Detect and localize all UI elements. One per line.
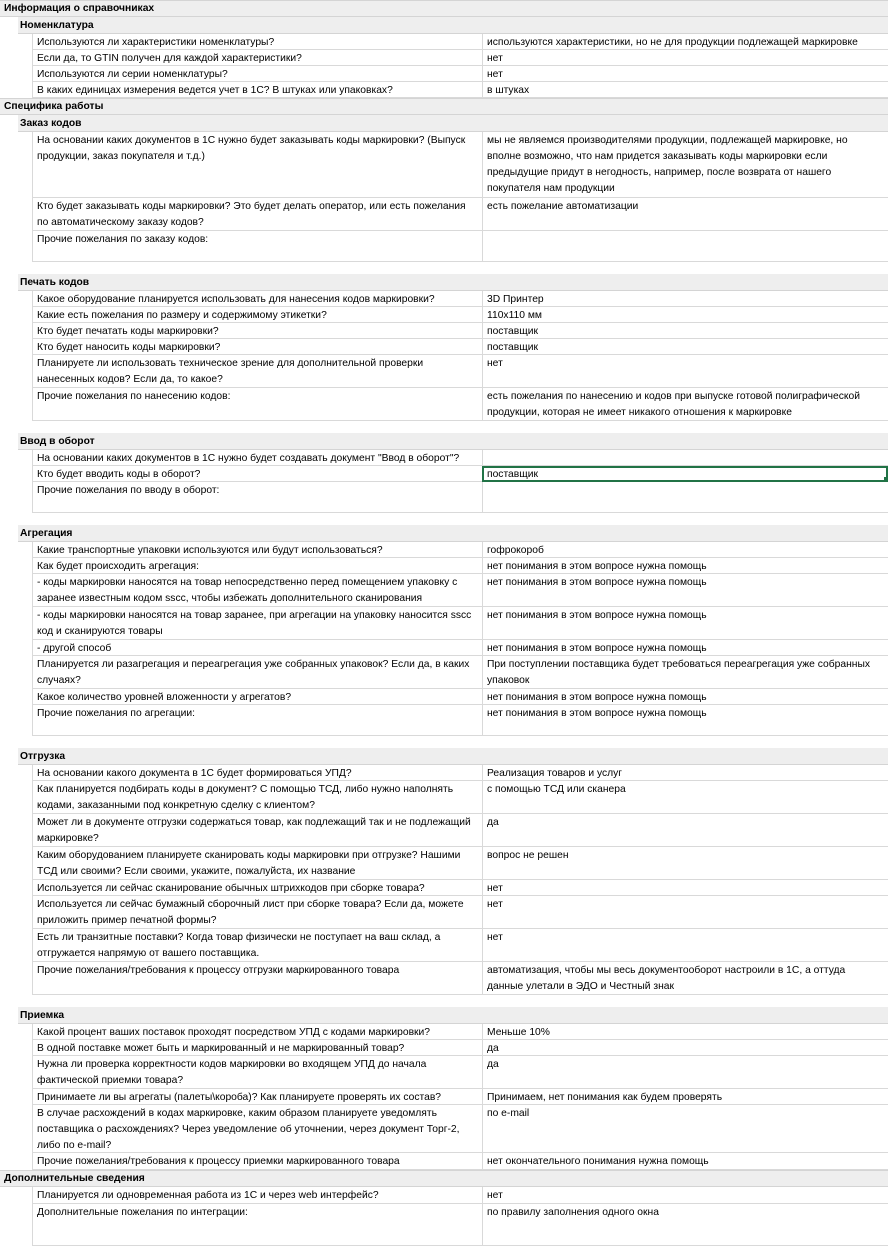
subsection-title: Отгрузка: [20, 751, 66, 762]
answer-cell[interactable]: по правилу заполнения одного окна: [482, 1204, 888, 1246]
question-cell[interactable]: Кто будет вводить коды в оборот?: [32, 466, 482, 482]
question-row: [0, 307, 888, 323]
question-row: [0, 388, 888, 421]
question-row: [0, 132, 888, 198]
question-row: [0, 355, 888, 388]
answer-cell[interactable]: да: [482, 1040, 888, 1056]
question-row: [0, 339, 888, 355]
answer-cell[interactable]: используются характеристики, но не для продукции подлежащей маркировке: [482, 34, 888, 50]
answer-cell[interactable]: поставщик: [482, 339, 888, 355]
question-row: [0, 1187, 888, 1204]
answer-cell[interactable]: Принимаем, нет понимания как будем проверять: [482, 1089, 888, 1105]
question-row: [0, 765, 888, 781]
question-cell[interactable]: Какое оборудование планируется использовать для нанесения кодов маркировки?: [32, 291, 482, 307]
question-row: [0, 231, 888, 262]
question-row: [0, 542, 888, 558]
answer-cell[interactable]: есть пожелания по нанесению и кодов при выпуске готовой полиграфической продукции, которая не имеет никакого отношения к маркировке: [482, 388, 888, 421]
question-cell[interactable]: На основании какого документа в 1С будет формироваться УПД?: [32, 765, 482, 781]
subsection-header[interactable]: [0, 433, 888, 450]
subsection-fill: [18, 115, 888, 132]
question-cell[interactable]: - коды маркировки наносятся на товар заранее, при агрегации на упаковку наносится sscc код и сканируются товары: [32, 607, 482, 640]
answer-cell[interactable]: нет: [482, 880, 888, 896]
answer-cell[interactable]: да: [482, 814, 888, 847]
answer-cell[interactable]: поставщик: [482, 323, 888, 339]
question-row: [0, 880, 888, 896]
section-header[interactable]: [0, 98, 888, 115]
subsection-header[interactable]: [0, 274, 888, 291]
question-cell[interactable]: Используются ли характеристики номенклатуры?: [32, 34, 482, 50]
question-cell[interactable]: Прочие пожелания по нанесению кодов:: [32, 388, 482, 421]
question-row: [0, 929, 888, 962]
question-cell[interactable]: Как планируется подбирать коды в документ? С помощью ТСД, либо нужно наполнять кодами, заказанными под конкретную сделку с клиентом?: [32, 781, 482, 814]
question-cell[interactable]: Планируете ли использовать техническое зрение для дополнительной проверки нанесенных кодов? Если да, то какое?: [32, 355, 482, 388]
question-row: [0, 1056, 888, 1089]
question-cell[interactable]: - коды маркировки наносятся на товар непосредственно перед помещением упаковку с заранее известным кодом sscc, чтобы избежать дополнительного сканирования: [32, 574, 482, 607]
question-row: [0, 1153, 888, 1170]
subsection-fill: [18, 17, 888, 34]
question-row: [0, 450, 888, 466]
answer-cell[interactable]: нет понимания в этом вопросе нужна помощь: [482, 607, 888, 640]
subsection-title: Заказ кодов: [20, 118, 82, 129]
spacer-row: [0, 262, 888, 274]
subsection-header[interactable]: [0, 115, 888, 132]
question-cell[interactable]: Используются ли серии номенклатуры?: [32, 66, 482, 82]
subsection-fill: [18, 748, 888, 765]
answer-cell[interactable]: гофрокороб: [482, 542, 888, 558]
question-cell[interactable]: Какое количество уровней вложенности у агрегатов?: [32, 689, 482, 705]
answer-cell[interactable]: Реализация товаров и услуг: [482, 765, 888, 781]
section-title: Дополнительные сведения: [4, 1173, 145, 1184]
answer-cell[interactable]: нет понимания в этом вопросе нужна помощь: [482, 558, 888, 574]
question-cell[interactable]: Используется ли сейчас сканирование обычных штрихкодов при сборке товара?: [32, 880, 482, 896]
subsection-header[interactable]: [0, 17, 888, 34]
spacer-row: [0, 421, 888, 433]
answer-cell[interactable]: Меньше 10%: [482, 1024, 888, 1040]
question-row: [0, 82, 888, 98]
question-cell[interactable]: Планируется ли одновременная работа из 1С и через web интерфейс?: [32, 1187, 482, 1204]
answer-cell[interactable]: мы не являемся производителями продукции, подлежащей маркировке, но вполне возможно, что нам придется заказывать коды маркировки если предыдущие придут в негодность, например, после возврата от нашего покупателя нам продукции: [482, 132, 888, 198]
question-cell[interactable]: Планируется ли разагрегация и переагрегация уже собранных упаковок? Если да, в каких случаях?: [32, 656, 482, 689]
subsection-fill: [18, 525, 888, 542]
question-row: [0, 962, 888, 995]
question-cell[interactable]: В случае расхождений в кодах маркировке, каким образом планируете уведомлять поставщика о расхождениях? Через уведомление об уточнении, через документ Торг-2, либо по e-mail?: [32, 1105, 482, 1153]
answer-cell[interactable]: нет понимания в этом вопросе нужна помощь: [482, 689, 888, 705]
question-row: [0, 689, 888, 705]
subsection-title: Номенклатура: [20, 20, 94, 31]
question-row: [0, 1040, 888, 1056]
question-row: [0, 814, 888, 847]
question-cell[interactable]: Прочие пожелания по вводу в оборот:: [32, 482, 482, 513]
question-cell[interactable]: Используется ли сейчас бумажный сборочный лист при сборке товара? Если да, можете приложить пример печатной формы?: [32, 896, 482, 929]
question-cell[interactable]: В каких единицах измерения ведется учет в 1С? В штуках или упаковках?: [32, 82, 482, 98]
question-cell[interactable]: Может ли в документе отгрузки содержаться товар, как подлежащий так и не подлежащий маркировке?: [32, 814, 482, 847]
question-cell[interactable]: В одной поставке может быть и маркированный и не маркированный товар?: [32, 1040, 482, 1056]
answer-cell[interactable]: [482, 482, 888, 513]
question-row: [0, 1204, 888, 1246]
spacer-row: [0, 736, 888, 748]
section-header[interactable]: [0, 0, 888, 17]
answer-cell[interactable]: нет: [482, 355, 888, 388]
answer-cell[interactable]: нет понимания в этом вопросе нужна помощь: [482, 705, 888, 736]
section-header[interactable]: [0, 1170, 888, 1187]
answer-cell[interactable]: по e-mail: [482, 1105, 888, 1153]
question-cell[interactable]: Дополнительные пожелания по интеграции:: [32, 1204, 482, 1246]
question-row: [0, 574, 888, 607]
answer-cell-selected[interactable]: поставщик: [482, 466, 888, 482]
question-cell[interactable]: - другой способ: [32, 640, 482, 656]
question-cell[interactable]: Принимаете ли вы агрегаты (палеты\короба)? Как планируете проверять их состав?: [32, 1089, 482, 1105]
answer-cell[interactable]: 110х110 мм: [482, 307, 888, 323]
question-row: [0, 482, 888, 513]
question-row: [0, 781, 888, 814]
question-row: [0, 66, 888, 82]
question-row: [0, 323, 888, 339]
answer-cell[interactable]: [482, 231, 888, 262]
answer-cell[interactable]: автоматизация, чтобы мы весь документооборот настроили в 1С, а оттуда данные улетали в ЭДО и Честный знак: [482, 962, 888, 995]
question-row: [0, 705, 888, 736]
spacer-row: [0, 995, 888, 1007]
question-row: [0, 466, 888, 482]
answer-cell[interactable]: нет окончательного понимания нужна помощь: [482, 1153, 888, 1170]
question-cell[interactable]: Кто будет печатать коды маркировки?: [32, 323, 482, 339]
question-row: [0, 656, 888, 689]
question-row: [0, 198, 888, 231]
section-title: Информация о справочниках: [4, 3, 155, 14]
subsection-title: Агрегация: [20, 528, 73, 539]
question-cell[interactable]: Прочие пожелания/требования к процессу приемки маркированного товара: [32, 1153, 482, 1170]
section-title: Специфика работы: [4, 101, 104, 112]
answer-cell[interactable]: нет: [482, 929, 888, 962]
question-row: [0, 607, 888, 640]
subsection-header[interactable]: [0, 525, 888, 542]
answer-cell[interactable]: нет понимания в этом вопросе нужна помощь: [482, 574, 888, 607]
answer-cell[interactable]: [482, 450, 888, 466]
subsection-header[interactable]: [0, 1007, 888, 1024]
question-cell[interactable]: Кто будет заказывать коды маркировки? Это будет делать оператор, или есть пожелания по автоматическому заказу кодов?: [32, 198, 482, 231]
question-row: [0, 1024, 888, 1040]
question-cell[interactable]: Прочие пожелания по агрегации:: [32, 705, 482, 736]
question-cell[interactable]: Какие транспортные упаковки используются или будут использоваться?: [32, 542, 482, 558]
subsection-header[interactable]: [0, 748, 888, 765]
question-cell[interactable]: На основании каких документов в 1С нужно будет заказывать коды маркировки? (Выпуск продукции, заказ покупателя и т.д.): [32, 132, 482, 198]
question-cell[interactable]: Нужна ли проверка корректности кодов маркировки во входящем УПД до начала фактической приемки товара?: [32, 1056, 482, 1089]
answer-cell[interactable]: 3D Принтер: [482, 291, 888, 307]
subsection-fill: [18, 274, 888, 291]
question-row: [0, 291, 888, 307]
answer-cell[interactable]: нет: [482, 896, 888, 929]
question-row: [0, 34, 888, 50]
answer-cell[interactable]: При поступлении поставщика будет требоваться переагрегация уже собранных упаковок: [482, 656, 888, 689]
question-cell[interactable]: Есть ли транзитные поставки? Когда товар физически не поступает на ваш склад, а отгружается напрямую от вашего поставщика.: [32, 929, 482, 962]
question-cell[interactable]: Какой процент ваших поставок проходят посредством УПД с кодами маркировки?: [32, 1024, 482, 1040]
question-row: [0, 847, 888, 880]
question-cell[interactable]: Какие есть пожелания по размеру и содержимому этикетки?: [32, 307, 482, 323]
question-cell[interactable]: Прочие пожелания по заказу кодов:: [32, 231, 482, 262]
question-cell[interactable]: Если да, то GTIN получен для каждой характеристики?: [32, 50, 482, 66]
question-cell[interactable]: Как будет происходить агрегация:: [32, 558, 482, 574]
answer-cell[interactable]: с помощью ТСД или сканера: [482, 781, 888, 814]
question-row: [0, 896, 888, 929]
question-cell[interactable]: Прочие пожелания/требования к процессу отгрузки маркированного товара: [32, 962, 482, 995]
spacer-row: [0, 513, 888, 525]
question-cell[interactable]: На основании каких документов в 1С нужно будет создавать документ "Ввод в оборот"?: [32, 450, 482, 466]
question-row: [0, 1089, 888, 1105]
answer-cell[interactable]: нет понимания в этом вопросе нужна помощь: [482, 640, 888, 656]
subsection-fill: [18, 1007, 888, 1024]
answer-cell[interactable]: в штуках: [482, 82, 888, 98]
question-row: [0, 50, 888, 66]
subsection-title: Приемка: [20, 1010, 65, 1021]
question-row: [0, 640, 888, 656]
subsection-title: Печать кодов: [20, 277, 90, 288]
question-row: [0, 1105, 888, 1153]
question-cell[interactable]: Каким оборудованием планируете сканировать коды маркировки при отгрузке? Нашими ТСД или своими? Если своими, укажите, пожалуйста, их название: [32, 847, 482, 880]
answer-cell[interactable]: есть пожелание автоматизации: [482, 198, 888, 231]
question-cell[interactable]: Кто будет наносить коды маркировки?: [32, 339, 482, 355]
answer-cell[interactable]: вопрос не решен: [482, 847, 888, 880]
answer-cell[interactable]: нет: [482, 50, 888, 66]
answer-cell[interactable]: да: [482, 1056, 888, 1089]
subsection-fill: [18, 433, 888, 450]
question-row: [0, 558, 888, 574]
answer-cell[interactable]: нет: [482, 1187, 888, 1204]
answer-cell[interactable]: нет: [482, 66, 888, 82]
subsection-title: Ввод в оборот: [20, 436, 95, 447]
